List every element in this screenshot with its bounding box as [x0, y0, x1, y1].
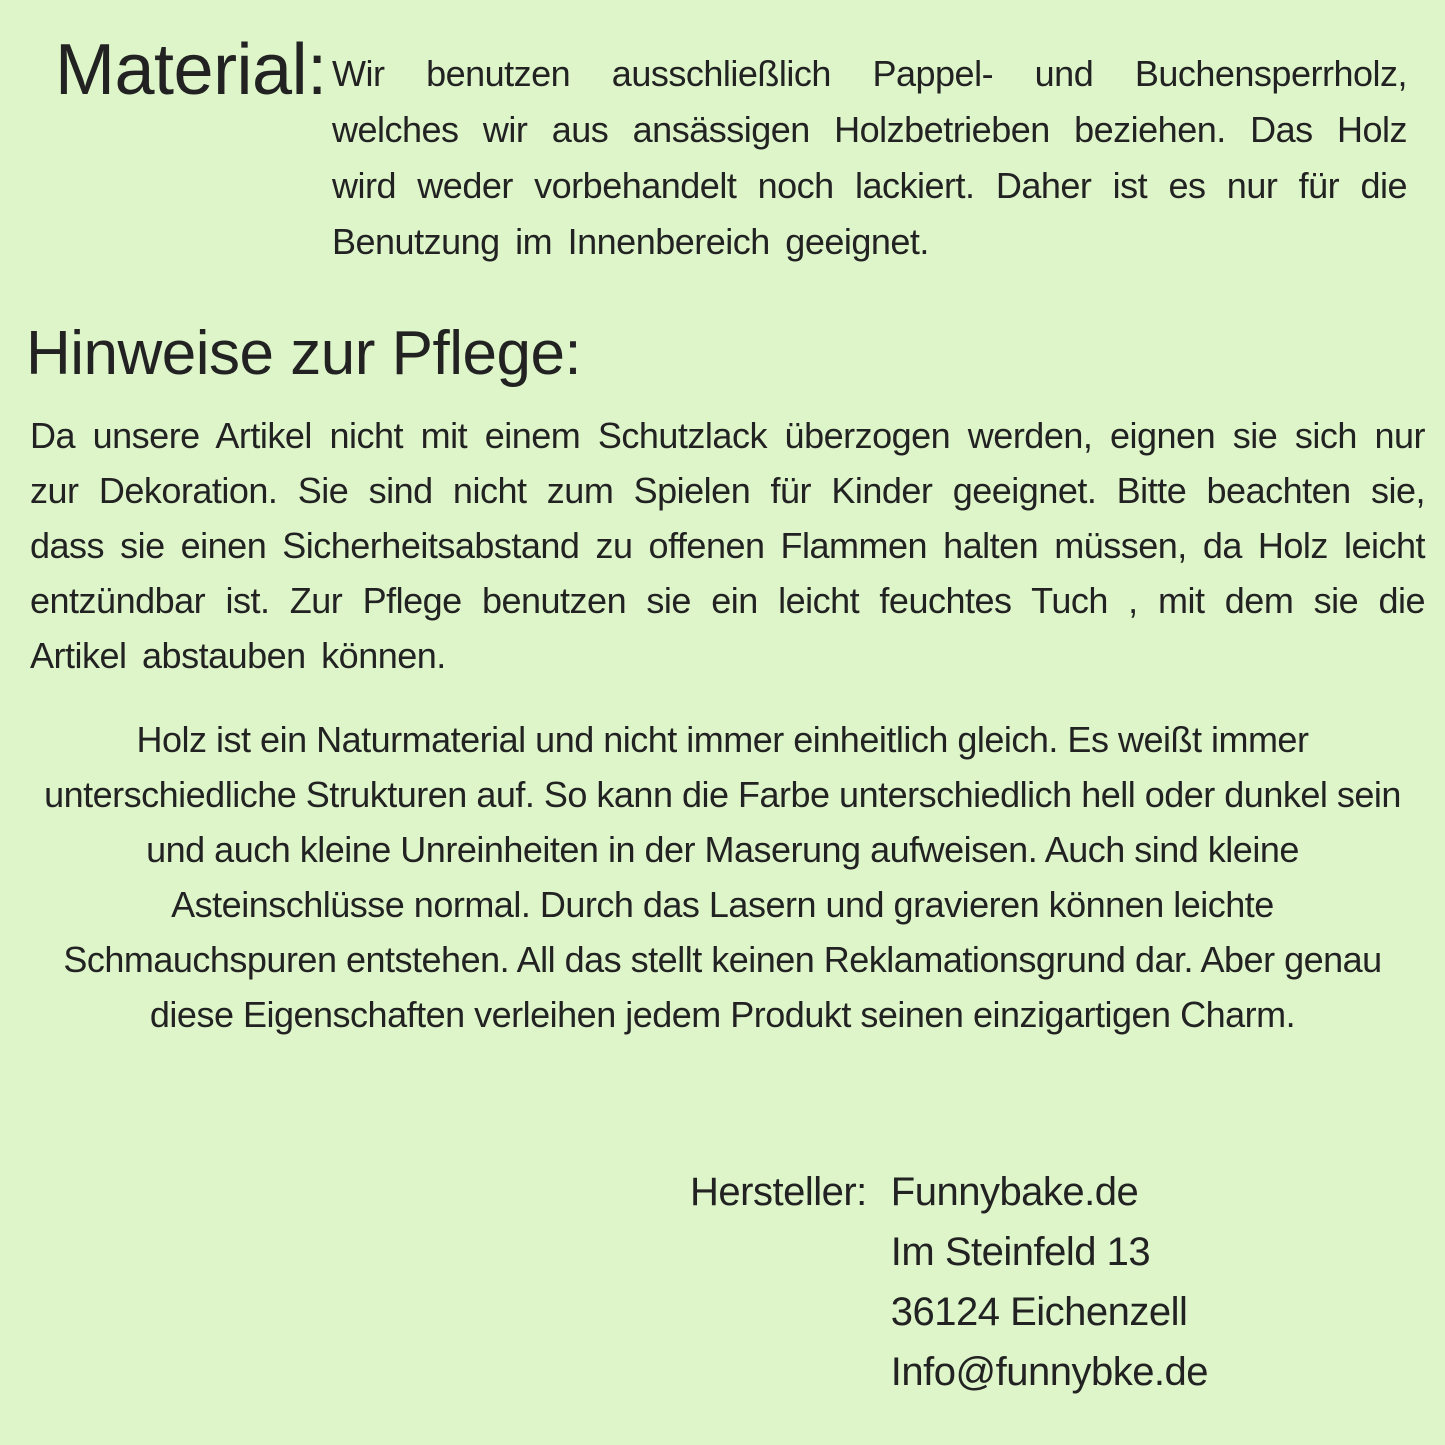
manufacturer-details	[891, 1162, 1208, 1402]
care-heading: Hinweise zur Pflege:	[26, 319, 582, 388]
manufacturer-name: Funnybake.de	[890, 1170, 1139, 1214]
manufacturer-email: Info@funnybke.de	[890, 1350, 1209, 1394]
manufacturer-label: Hersteller:	[690, 1170, 867, 1214]
care-paragraph-2: Holz ist ein Naturmaterial und nicht immer einheitlich gleich. Es weißt immer unterschiedliche Strukturen auf. So kann die Farbe unterschiedlich hell oder dunkel sein und auch kleine Unreinheiten in der Maserung aufweisen. Auch sind kleine Asteinschlüsse normal. Durch das Lasern und gravieren können leichte Schmauchspuren entstehen. All das stellt keinen Reklamationsgrund dar. Aber genau diese Eigenschaften verleihen jedem Produkt seinen einzigartigen Charm.	[44, 719, 1401, 1035]
manufacturer-city: 36124 Eichenzell	[890, 1290, 1188, 1334]
care-paragraph-1: Da unsere Artikel nicht mit einem Schutzlack überzogen werden, eignen sie sich nur zur Dekoration. Sie sind nicht zum Spielen für Kinder geeignet. Bitte beachten sie, dass sie einen Sicherheitsabstand zu offenen Flammen halten müssen, da Holz leicht entzündbar ist. Zur Pflege benutzen sie ein leicht feuchtes Tuch , mit dem sie die Artikel abstauben können.	[30, 415, 1425, 676]
material-paragraph: Wir benutzen ausschließlich Pappel- und Buchensperrholz, welches wir aus ansässigen Holzbetrieben beziehen. Das Holz wird weder vorbehandelt noch lackiert. Daher ist es nur für die Benutzung im Innenbereich geeignet.	[332, 53, 1407, 262]
manufacturer-block	[690, 1162, 1208, 1402]
material-heading: Material:	[55, 30, 327, 110]
manufacturer-street: Im Steinfeld 13	[890, 1230, 1151, 1274]
